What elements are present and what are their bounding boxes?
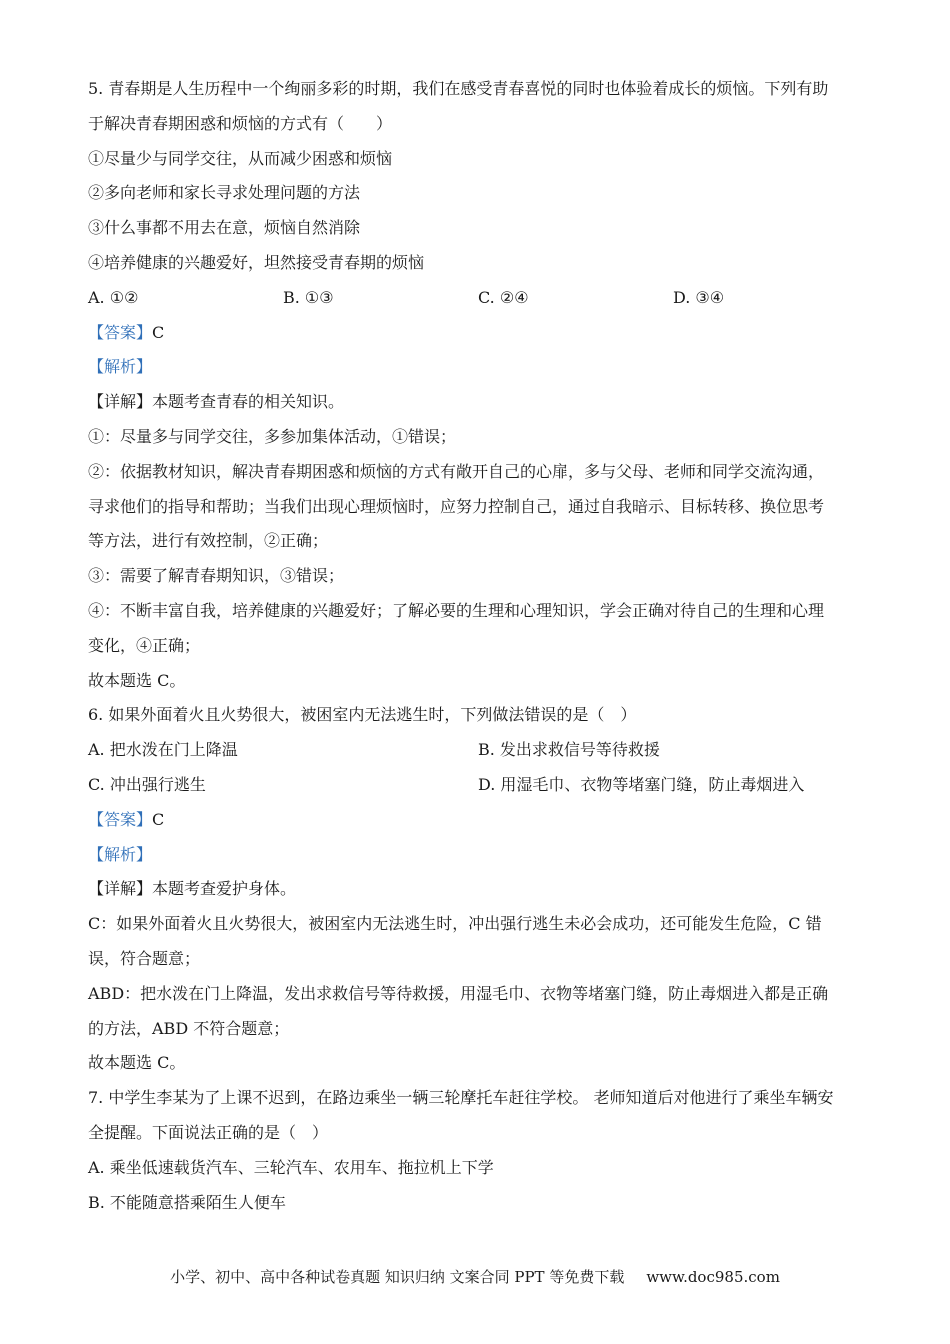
q5-analysis-line: 变化，④正确； [88, 635, 201, 655]
q6-option-b: B. 发出求救信号等待救援 [478, 740, 660, 760]
q5-option-d: D. ③④ [673, 287, 725, 307]
q5-analysis-tag: 【解析】 [88, 357, 153, 377]
q5-stem-line-2: 于解决青春期困惑和烦恼的方式有（ ） [88, 113, 393, 133]
q5-analysis-line: 等方法，进行有效控制，②正确； [88, 531, 329, 551]
detail-tag: 【详解】 [88, 392, 153, 412]
q5-stem-line-1: 5. 青春期是人生历程中一个绚丽多彩的时期，我们在感受青春喜悦的同时也体验着成长的烦恼。下列有助 [88, 79, 829, 98]
q6-analysis-line: 的方法，ABD 不符合题意； [88, 1018, 290, 1038]
detail-tag: 【详解】 [88, 879, 153, 899]
q5-answer [88, 316, 868, 351]
q5-analysis-line: ①：尽量多与同学交往，多参加集体活动，①错误； [88, 426, 457, 446]
q5-item-4: ④培养健康的兴趣爱好，坦然接受青春期的烦恼 [88, 252, 425, 272]
q7-stem-line-2: 全提醒。下面说法正确的是（ ） [88, 1122, 329, 1142]
detail-text: 本题考查爱护身体。 [152, 879, 297, 899]
q5-item-2: ②多向老师和家长寻求处理问题的方法 [88, 183, 361, 203]
q5-option-a: A. ①② [88, 287, 139, 307]
q6-option-c: C. 冲出强行逃生 [88, 774, 206, 794]
q7-option-a: A. 乘坐低速载货汽车、三轮汽车、农用车、拖拉机上下学 [88, 1157, 494, 1177]
q5-analysis-line: 寻求他们的指导和帮助；当我们出现心理烦恼时，应努力控制自己，通过自我暗示、目标转移、换位思考 [88, 496, 825, 516]
detail-text: 本题考查青春的相关知识。 [152, 392, 345, 412]
q5-item-1: ①尽量少与同学交往，从而减少困惑和烦恼 [88, 148, 393, 168]
q6-option-d: D. 用湿毛巾、衣物等堵塞门缝，防止毒烟进入 [478, 774, 805, 794]
q5-item-3: ③什么事都不用去在意，烦恼自然消除 [88, 218, 361, 238]
q5-conclusion: 故本题选 C。 [88, 670, 186, 690]
q5-analysis-line: ②：依据教材知识，解决青春期困惑和烦恼的方式有敞开自己的心扉，多与父母、老师和同学交流沟通， [88, 461, 825, 481]
q6-conclusion: 故本题选 C。 [88, 1053, 186, 1073]
q6-analysis-line: 误，符合题意； [88, 948, 201, 968]
q7-stem-line-1: 7. 中学生李某为了上课不迟到，在路边乘坐一辆三轮摩托车赶往学校。 老师知道后对他进行了乘坐车辆安 [88, 1088, 834, 1108]
q7-option-b: B. 不能随意搭乘陌生人便车 [88, 1192, 286, 1212]
footer-text: 小学、初中、高中各种试卷真题 知识归纳 文案合同 PPT 等免费下载 [170, 1268, 625, 1286]
q5-analysis-line: ③：需要了解青春期知识，③错误； [88, 566, 345, 586]
q6-options-row-1 [88, 733, 868, 768]
q6-stem-line-1: 6. 如果外面着火且火势很大，被困室内无法逃生时，下列做法错误的是（ ） [88, 705, 637, 725]
q5-option-b: B. ①③ [283, 287, 334, 307]
answer-value: C [152, 809, 165, 829]
q5-option-c: C. ②④ [478, 287, 529, 307]
q6-answer [88, 803, 868, 838]
q6-analysis-tag: 【解析】 [88, 844, 153, 864]
q5-detail [88, 385, 868, 420]
footer-url[interactable]: www.doc985.com [646, 1268, 780, 1286]
document-body [88, 72, 868, 1220]
answer-value: C [152, 322, 165, 342]
answer-tag: 【答案】 [88, 322, 153, 342]
q5-options [88, 281, 868, 316]
q6-option-a: A. 把水泼在门上降温 [88, 740, 238, 760]
q5-analysis-line: ④：不断丰富自我，培养健康的兴趣爱好；了解必要的生理和心理知识，学会正确对待自己的生理和心理 [88, 600, 825, 620]
answer-tag: 【答案】 [88, 809, 153, 829]
q6-analysis-line: ABD：把水泼在门上降温，发出求救信号等待救援，用湿毛巾、衣物等堵塞门缝，防止毒烟进入都是正确 [88, 983, 829, 1003]
page-footer [0, 1266, 950, 1287]
q6-analysis-line: C：如果外面着火且火势很大，被困室内无法逃生时，冲出强行逃生未必会成功，还可能发生危险，C 错 [88, 914, 822, 934]
q6-options-row-2 [88, 768, 868, 803]
q6-detail [88, 872, 868, 907]
